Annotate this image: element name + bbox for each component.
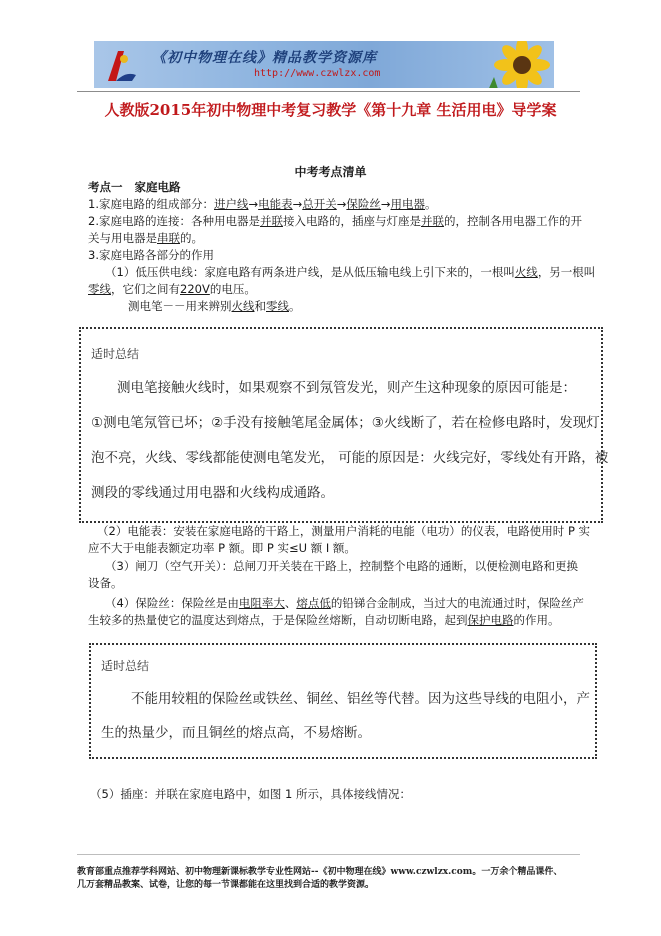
answer-live-wire: 火线 [231,299,255,313]
answer-parallel: 并联 [420,214,444,228]
summary-line: ①测电笔氖管已坏；②手没有接触笔尾金属体；③火线断了，若在检修电路时，发现灯 [91,415,600,431]
meter-line-1: （2）电能表：安装在家庭电路的干路上，测量用户消耗的电能（电功）的仪表，电路使用时 P 实 [97,524,591,538]
composition-prefix: 1.家庭电路的组成部分： [88,197,214,211]
header-banner [94,41,554,88]
answer-voltage: 220V [180,282,210,296]
summary-box-test-pen [79,327,609,523]
section-heading: 中考考点清单 [294,165,367,179]
footer-line-1: 教育部重点推荐学科网站、初中物理新课标教学专业性网站--《初中物理在线》www.czwlzx.com。一万余个精品课件、 [77,867,563,877]
fuse-line-1 [105,595,584,611]
kaodian-title: 家庭电路 [134,180,181,194]
kaodian-heading [88,179,181,195]
text: 的电压。 [209,282,256,296]
summary-line: 生的热量少，而且铜丝的熔点高，不易熔断。 [101,725,371,741]
text: ，它们之间有 [111,282,180,296]
arrow: → [248,197,259,211]
document-title: 人教版2015年初中物理中考复习教学《第十九章 生活用电》导学案 [104,101,557,119]
text: （1）低压供电线：家庭电路有两条进户线，是从低压输电线上引下来的，一根叫 [105,265,515,279]
text: 、 [284,596,297,610]
item-connection-line2 [88,230,203,246]
text: 接入电路的，插座与灯座是 [282,214,421,228]
text: 的铅锑合金制成，当过大的电流通过时，保险丝产 [330,596,584,610]
kaodian-label: 考点一 [88,180,123,194]
summary-label: 适时总结 [91,347,140,361]
text: 的作用。 [513,613,560,627]
header-divider [77,91,580,92]
summary-box-fuse [89,643,597,759]
socket-line: （5）插座：并联在家庭电路中，如图 1 所示，具体接线情况： [90,787,411,801]
text: 的。 [180,231,203,245]
summary-line: 泡不亮，火线、零线都能使测电笔发光， 可能的原因是：火线完好，零线处有开路，被 [91,450,609,466]
part-main-switch: 总开关 [302,197,337,211]
text: 生较多的热量使它的温度达到熔点，于是保险丝熔断，自动切断电路，起到 [88,613,468,627]
test-pen-line [128,298,301,314]
part-service-line: 进户线 [213,197,249,211]
summary-line: 不能用较粗的保险丝或铁丝、铜丝、铝丝等代替。因为这些导线的电阻小，产 [131,691,590,707]
summary-line: 测电笔接触火线时，如果观察不到氖管发光，则产生这种现象的原因可能是： [117,380,576,396]
item-functions-heading: 3.家庭电路各部分的作用 [88,248,214,262]
item-composition [88,196,437,212]
answer-neutral-wire: 零线 [88,282,111,296]
answer-parallel: 并联 [259,214,283,228]
sunflower-icon [482,41,552,88]
item-connection-line1 [88,213,582,229]
supply-line-1 [105,264,595,280]
text: 和 [254,299,266,313]
arrow: → [380,197,391,211]
supply-line-2 [88,281,256,297]
summary-line: 测段的零线通过用电器和火线构成通路。 [91,485,334,501]
banner-url[interactable]: http://www.czwlzx.com [254,68,381,79]
text: 。 [289,299,301,313]
footer-divider [77,854,580,855]
meter-line-2: 应不大于电能表额定功率 P 额。即 P 实≤U 额 I 额。 [88,541,356,555]
answer-high-resistivity: 电阻率大 [238,596,285,610]
answer-low-melting-point: 熔点低 [296,596,331,610]
text: （4）保险丝：保险丝是由 [105,596,239,610]
part-appliance: 用电器 [390,197,426,211]
text: ，另一根叫 [537,265,596,279]
period: 。 [425,197,437,211]
answer-protect-circuit: 保护电路 [467,613,514,627]
banner-title: 《初中物理在线》精品教学资源库 [152,50,377,66]
text: 关与用电器是 [88,231,157,245]
arrow: → [292,197,303,211]
answer-series: 串联 [157,231,180,245]
fuse-line-2 [88,612,560,628]
answer-neutral-wire: 零线 [266,299,289,313]
switch-line-1: （3）闸刀（空气开关）：总闸刀开关装在干路上，控制整个电路的通断，以便检测电路和更换 [105,559,579,573]
text: 测电笔－－用来辨别 [128,299,232,313]
site-logo-icon [104,45,138,85]
answer-live-wire: 火线 [514,265,538,279]
arrow: → [336,197,347,211]
footer-line-2: 几万套精品教案、试卷，让您的每一节课都能在这里找到合适的教学资源。 [77,880,375,890]
part-fuse: 保险丝 [346,197,381,211]
summary-label: 适时总结 [101,659,150,673]
text: 2.家庭电路的连接：各种用电器是 [88,214,260,228]
switch-line-2: 设备。 [88,576,123,590]
part-meter: 电能表 [258,197,293,211]
text: 的，控制各用电器工作的开 [443,214,582,228]
